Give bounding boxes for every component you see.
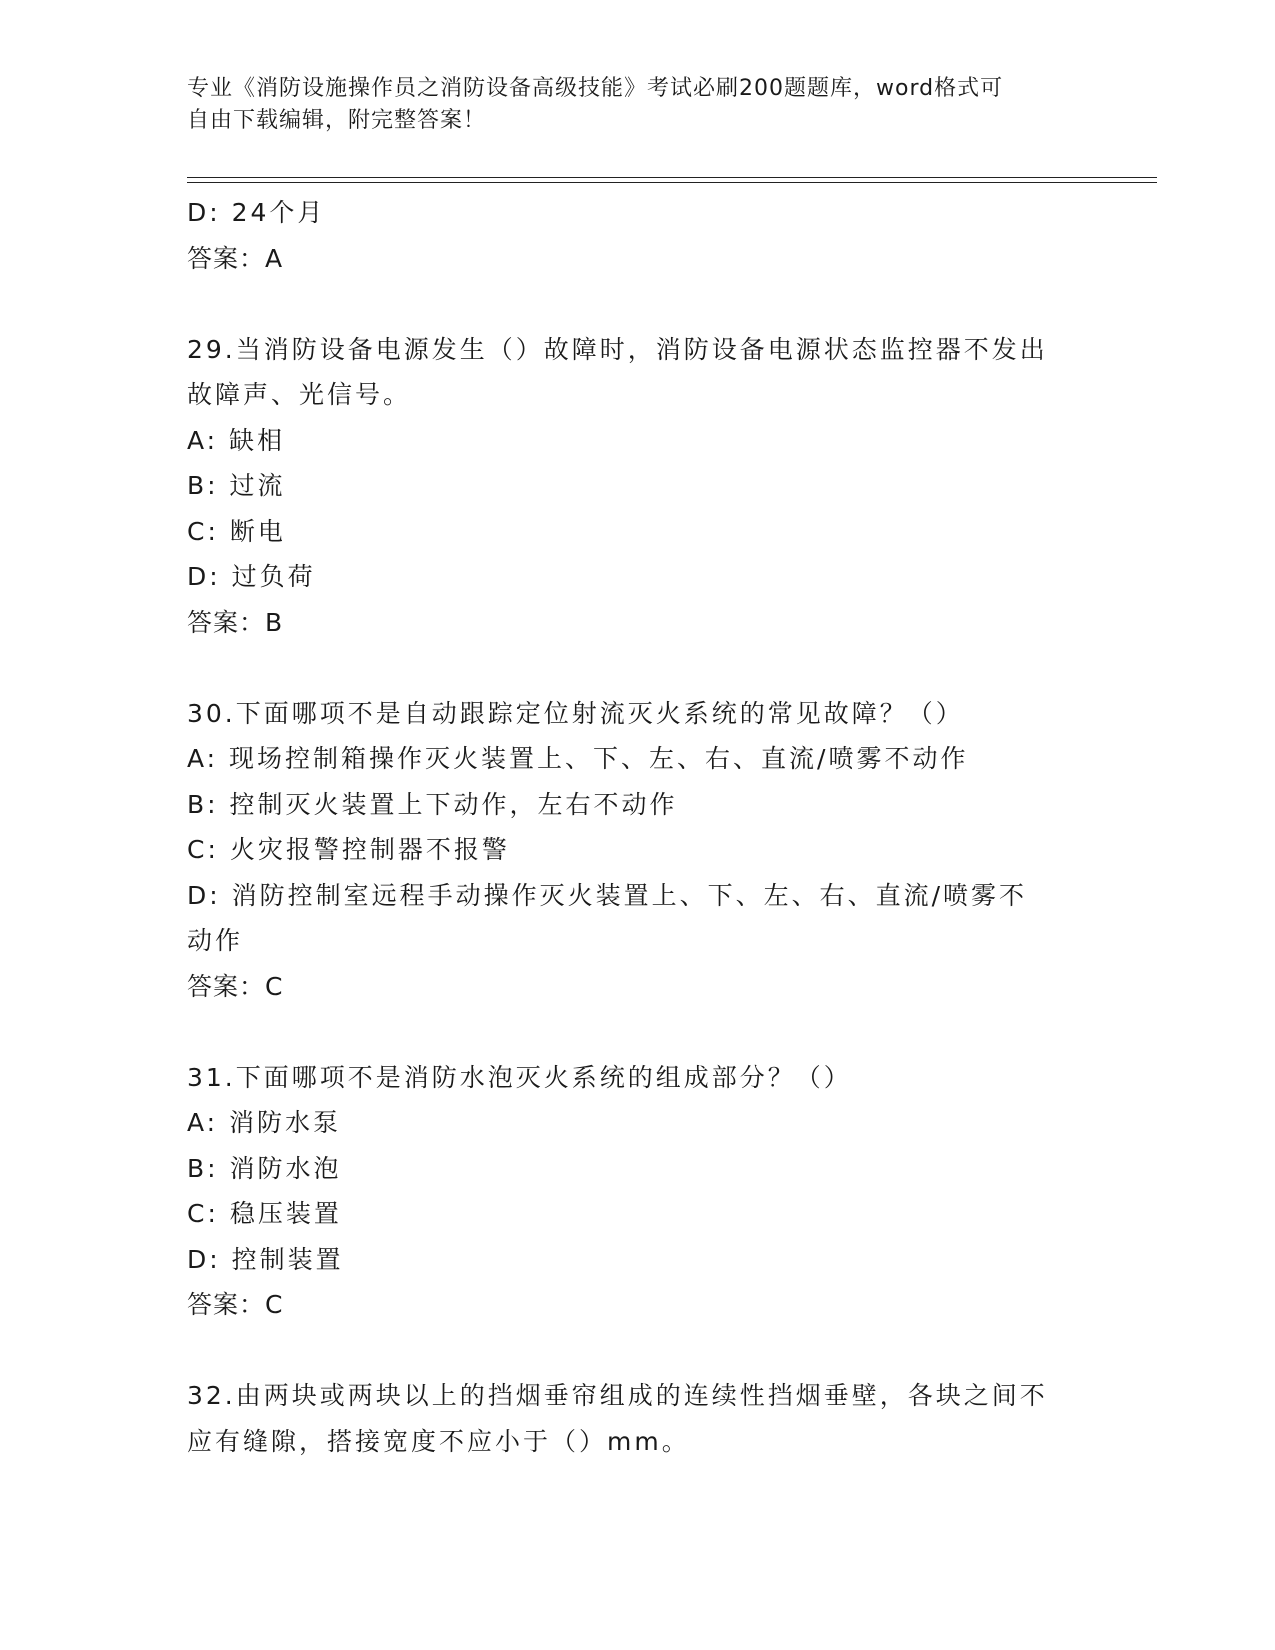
answer-line: 答案：A xyxy=(187,243,284,273)
option-d-line-1: D: 消防控制室远程手动操作灭火装置上、下、左、右、直流/喷雾不 xyxy=(187,880,1028,910)
document-header xyxy=(187,73,1087,137)
option-c: C: 稳压装置 xyxy=(187,1199,342,1228)
option-c: C: 火灾报警控制器不报警 xyxy=(187,835,510,864)
question-stem-line-1: 32.由两块或两块以上的挡烟垂帘组成的连续性挡烟垂壁，各块之间不 xyxy=(187,1381,1048,1410)
option-b: B: 控制灭火装置上下动作，左右不动作 xyxy=(187,789,678,819)
answer-line: 答案：B xyxy=(187,607,284,637)
question-stem-line-2: 应有缝隙，搭接宽度不应小于（）mm。 xyxy=(187,1426,690,1456)
question-28-tail xyxy=(187,190,1087,281)
question-stem: 30.下面哪项不是自动跟踪定位射流灭火系统的常见故障？（） xyxy=(187,698,964,728)
option-c: C: 断电 xyxy=(187,516,286,546)
question-29 xyxy=(187,327,1087,646)
question-stem: 31.下面哪项不是消防水泡灭火系统的组成部分？（） xyxy=(187,1062,852,1092)
option-b: B: 过流 xyxy=(187,471,286,500)
question-32 xyxy=(187,1373,1087,1464)
option-d: D: 24个月 xyxy=(187,198,326,227)
header-line-2: 自由下载编辑，附完整答案！ xyxy=(187,108,487,133)
option-a: A: 缺相 xyxy=(187,425,286,455)
option-d: D: 过负荷 xyxy=(187,562,316,591)
option-d-line-2: 动作 xyxy=(187,926,244,955)
document-body xyxy=(187,190,1087,1464)
option-a: A: 现场控制箱操作灭火装置上、下、左、右、直流/喷雾不动作 xyxy=(187,744,969,773)
question-31 xyxy=(187,1055,1087,1328)
option-b: B: 消防水泡 xyxy=(187,1153,342,1183)
question-30 xyxy=(187,691,1087,1010)
answer-line: 答案：C xyxy=(187,1290,284,1319)
header-divider-top xyxy=(187,177,1157,178)
option-d: D: 控制装置 xyxy=(187,1244,344,1274)
header-divider-bottom xyxy=(187,182,1157,183)
question-stem-line-2: 故障声、光信号。 xyxy=(187,380,412,409)
question-stem-line-1: 29.当消防设备电源发生（）故障时，消防设备电源状态监控器不发出 xyxy=(187,334,1048,364)
option-a: A: 消防水泵 xyxy=(187,1108,342,1137)
answer-line: 答案：C xyxy=(187,971,284,1001)
header-line-1: 专业《消防设施操作员之消防设备高级技能》考试必刷200题题库，word格式可 xyxy=(187,76,1004,101)
